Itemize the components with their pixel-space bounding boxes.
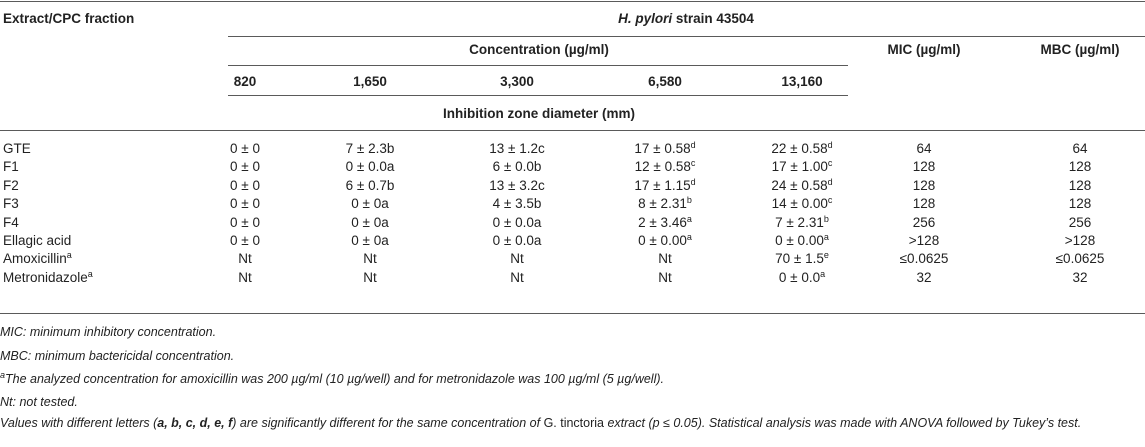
zone-value: Nt	[363, 269, 377, 285]
mbc-value: 128	[1068, 159, 1092, 175]
zone-value: 0 ± 0.00$^a$	[775, 232, 829, 248]
row-name: F3	[3, 196, 19, 212]
zone-value: 6 ± 0.7b	[345, 177, 395, 193]
mbc-value: 64	[1072, 141, 1088, 156]
zone-value: 0 ± 0	[230, 177, 260, 193]
row-name: Metronidazole$^a$	[3, 268, 93, 285]
row-name: F4	[3, 214, 19, 230]
first-column-header: Extract/CPC fraction	[3, 11, 135, 26]
zone-value: 4 ± 3.5b	[492, 196, 542, 212]
zone-value: 7 ± 2.31$^b$	[775, 213, 829, 230]
footnote-letters: Values with different letters (a, b, c, d, e, f) are significantly different for the same concentration of G. tinctoria extract (p ≤ 0.05). Statistical analysis was made with ANOVA followed by Tukey’s test.	[0, 416, 1082, 430]
mic-value: 64	[916, 141, 932, 156]
row-name: F2	[3, 177, 19, 193]
zone-value: 2 ± 3.46$^a$	[638, 213, 692, 230]
zone-value: 17 ± 1.15$^d$	[634, 176, 696, 193]
zone-value: 0 ± 0	[230, 196, 260, 212]
mic-value: 256	[912, 214, 936, 230]
conc-13160: 13,160	[781, 74, 823, 89]
conc-820: 820	[233, 74, 257, 89]
strain-header: H. pylori strain 43504	[618, 11, 754, 26]
mic-value: 128	[912, 177, 936, 193]
mic-value: 128	[912, 159, 936, 175]
concentration-header: Concentration (µg/ml)	[469, 42, 609, 57]
zone-value: 8 ± 2.31$^b$	[638, 195, 692, 212]
mbc-header: MBC (µg/ml)	[1040, 42, 1120, 57]
zone-value: Nt	[510, 251, 524, 267]
zone-value: 13 ± 3.2c	[489, 177, 545, 193]
mbc-value: 32	[1072, 269, 1088, 285]
zone-value: Nt	[658, 251, 672, 267]
top-rule	[0, 1, 1145, 2]
row-name: Ellagic acid	[3, 233, 72, 248]
conc-1650: 1,650	[353, 74, 387, 89]
row-name: Amoxicillin$^a$	[3, 250, 72, 267]
mbc-value: 128	[1068, 177, 1092, 193]
footnote-mic: MIC: minimum inhibitory concentration.	[0, 325, 217, 339]
zone-value: Nt	[238, 269, 252, 285]
mic-header: MIC (µg/ml)	[887, 42, 961, 57]
concentration-rule	[228, 65, 848, 66]
footnote-a: $^a$The analyzed concentration for amoxicillin was 200 µg/ml (10 µg/well) and for metronidazole was 100 µg/ml (5 µg/well).	[0, 370, 664, 386]
mbc-value: >128	[1064, 233, 1096, 248]
zone-value: 7 ± 2.3b	[345, 141, 395, 156]
conc-values-rule	[228, 95, 848, 96]
mic-value: 32	[916, 269, 932, 285]
zone-value: 17 ± 1.00$^c$	[771, 158, 833, 175]
mic-value: ≤0.0625	[899, 251, 949, 267]
zone-value: 12 ± 0.58$^c$	[634, 158, 696, 175]
zone-value: 0 ± 0	[230, 159, 260, 175]
zone-value: Nt	[658, 269, 672, 285]
mic-value: 128	[912, 196, 936, 212]
mic-value: >128	[908, 233, 940, 248]
header-bottom-rule	[0, 130, 1145, 131]
inhibition-header: Inhibition zone diameter (mm)	[442, 106, 636, 121]
footnote-nt: Nt: not tested.	[0, 395, 78, 409]
footnote-mbc: MBC: minimum bactericidal concentration.	[0, 349, 235, 363]
zone-value: 14 ± 0.00$^c$	[771, 195, 833, 212]
table-bottom-rule	[0, 313, 1145, 314]
conc-6580: 6,580	[648, 74, 682, 89]
zone-value: 0 ± 0.00$^a$	[638, 232, 692, 248]
mbc-value: ≤0.0625	[1055, 251, 1105, 267]
row-name: GTE	[3, 141, 31, 156]
row-name: F1	[3, 159, 19, 175]
zone-value: 70 ± 1.5$^e$	[775, 250, 829, 267]
zone-value: 0 ± 0	[230, 233, 260, 248]
zone-value: 6 ± 0.0b	[492, 159, 542, 175]
zone-value: 0 ± 0.0a	[492, 214, 542, 230]
mbc-value: 128	[1068, 196, 1092, 212]
conc-3300: 3,300	[500, 74, 534, 89]
zone-value: 24 ± 0.58$^d$	[771, 176, 833, 193]
zone-value: 13 ± 1.2c	[489, 141, 545, 156]
zone-value: 17 ± 0.58$^d$	[634, 140, 696, 156]
zone-value: 22 ± 0.58$^d$	[771, 140, 833, 156]
strain-rule	[228, 36, 1145, 37]
zone-value: 0 ± 0	[230, 141, 260, 156]
zone-value: 0 ± 0.0a	[492, 233, 542, 248]
zone-value: Nt	[363, 251, 377, 267]
zone-value: 0 ± 0	[230, 214, 260, 230]
zone-value: 0 ± 0a	[351, 214, 389, 230]
zone-value: 0 ± 0.0$^a$	[778, 268, 826, 285]
zone-value: Nt	[238, 251, 252, 267]
zone-value: Nt	[510, 269, 524, 285]
mbc-value: 256	[1068, 214, 1092, 230]
zone-value: 0 ± 0.0a	[345, 159, 395, 175]
zone-value: 0 ± 0a	[351, 233, 389, 248]
zone-value: 0 ± 0a	[351, 196, 389, 212]
